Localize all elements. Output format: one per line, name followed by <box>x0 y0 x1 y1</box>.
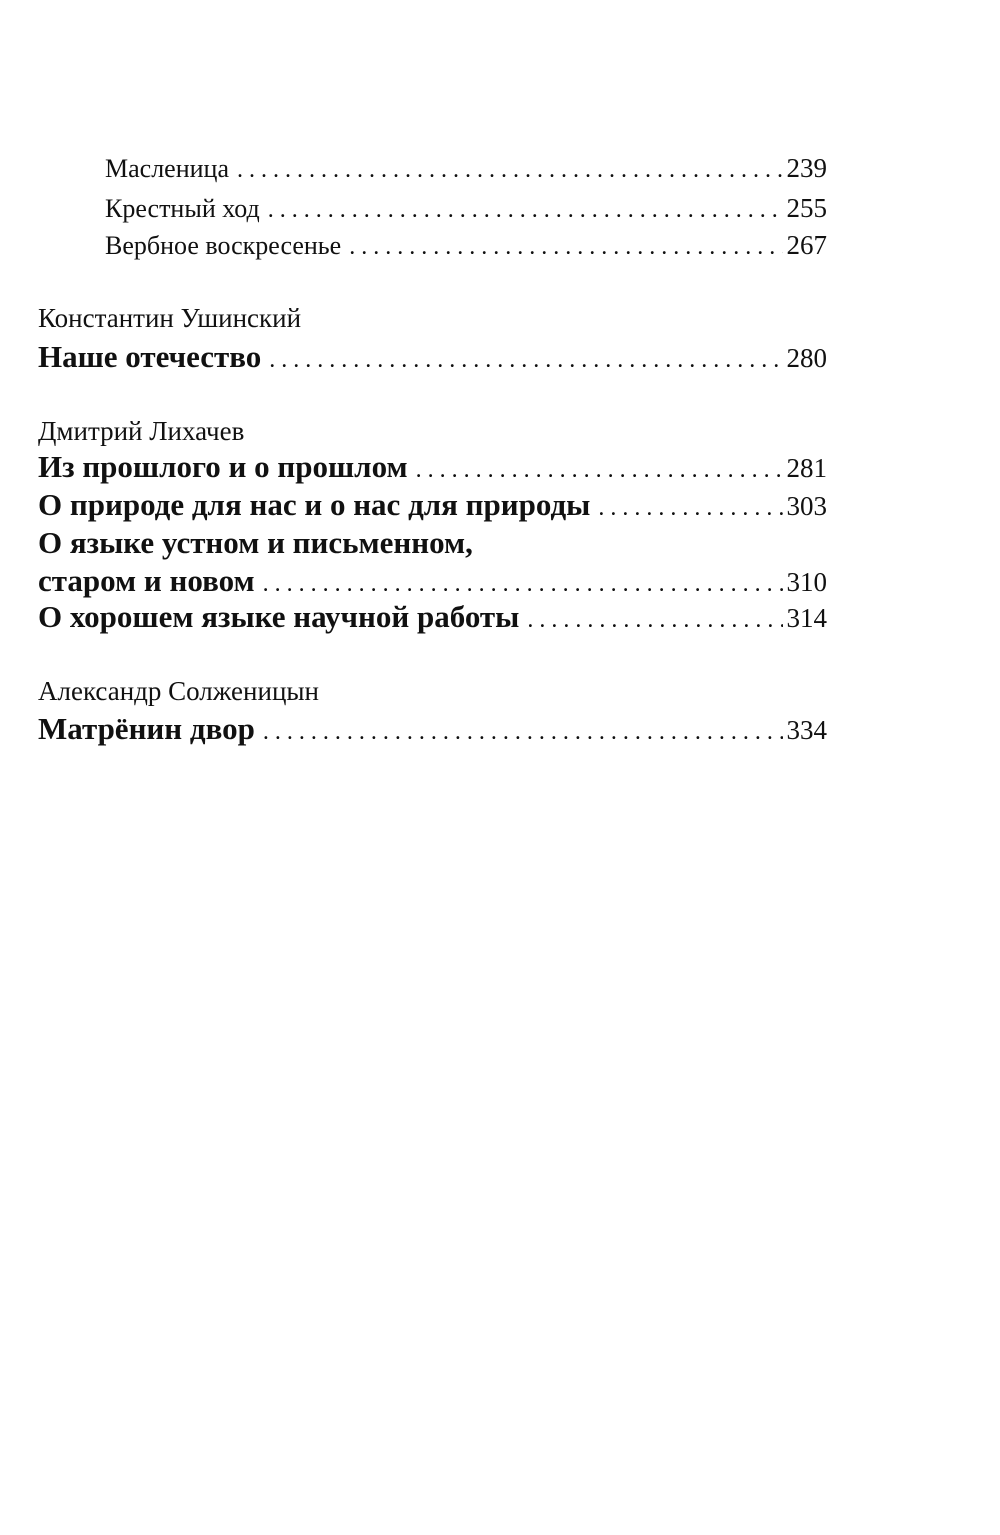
dot-leader <box>349 229 782 265</box>
toc-entry[interactable] <box>38 709 827 752</box>
toc-entry-title: Вербное воскресенье <box>105 231 342 260</box>
author-name: Дмитрий Лихачев <box>38 416 245 446</box>
dot-leader <box>527 600 782 640</box>
toc-entry-page: 334 <box>786 715 827 745</box>
dot-leader <box>263 712 783 752</box>
toc-entry-page: 280 <box>786 343 827 373</box>
toc-entry[interactable] <box>105 227 827 265</box>
toc-entry[interactable] <box>38 597 827 640</box>
dot-leader <box>237 152 783 188</box>
toc-entry[interactable] <box>38 447 827 490</box>
toc-entry-title: Матрёнин двор <box>38 711 255 746</box>
toc-entry-title: О природе для нас и о нас для природы <box>38 487 591 522</box>
toc-entry[interactable] <box>38 337 827 380</box>
toc-entry-page: 267 <box>786 230 827 260</box>
toc-entry-title: Крестный ход <box>105 194 260 223</box>
toc-entry-page: 255 <box>786 193 827 223</box>
toc-entry-page: 303 <box>786 491 827 521</box>
toc-entry-title: О хорошем языке научной работы <box>38 599 520 634</box>
toc-entry-title-line1: О языке устном и письменном, <box>38 525 473 560</box>
author-name: Константин Ушинский <box>38 303 302 333</box>
dot-leader <box>416 450 783 490</box>
author-name: Александр Солженицын <box>38 676 319 706</box>
toc-entry[interactable] <box>105 150 827 188</box>
dot-leader <box>598 488 782 528</box>
dot-leader <box>269 340 782 380</box>
toc-entry-title: Наше отечество <box>38 339 262 374</box>
toc-entry-title: старом и новом <box>38 563 255 598</box>
dot-leader <box>268 192 783 228</box>
toc-entry-page: 281 <box>786 453 827 483</box>
toc-entry[interactable] <box>38 485 827 528</box>
toc-entry-page: 310 <box>786 567 827 597</box>
toc-entry-title: Масленица <box>105 154 229 183</box>
toc-entry-page: 239 <box>786 153 827 183</box>
toc-entry-title: Из прошлого и о прошлом <box>38 449 408 484</box>
toc-entry-page: 314 <box>786 603 827 633</box>
toc-entry[interactable] <box>105 190 827 228</box>
